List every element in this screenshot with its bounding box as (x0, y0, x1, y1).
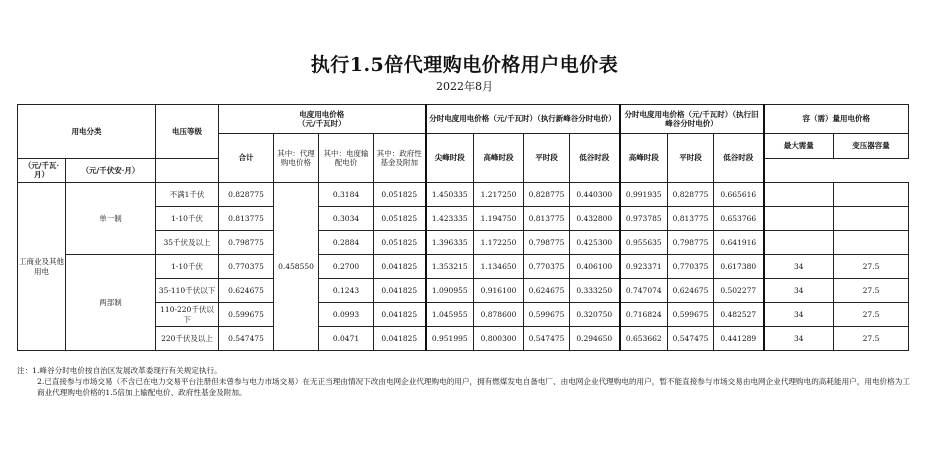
cell-max-demand: 34 (764, 279, 834, 303)
cell-peak-old: 0.955635 (620, 231, 668, 255)
cell-valley: 0.406100 (570, 255, 620, 279)
cell-sharp-peak: 1.353215 (426, 255, 474, 279)
cell-valley: 0.432800 (570, 207, 620, 231)
header-max-demand-unit: （元/千瓦·月） (18, 158, 66, 183)
cell-sharp-peak: 1.396335 (426, 231, 474, 255)
table-row (18, 183, 909, 207)
table-row (18, 255, 909, 279)
page-subtitle: 2022年8月 (436, 80, 493, 93)
page-title: 执行1.5倍代理购电价格用户电价表 (310, 54, 619, 76)
header-flat-old: 平时段 (668, 134, 714, 183)
header-proxy: 其中：代理购电价格 (274, 134, 319, 183)
cell-fund: 0.041825 (374, 255, 426, 279)
system-single: 单一制 (66, 183, 156, 255)
cell-sharp-peak: 1.045955 (426, 303, 474, 327)
cell-valley: 0.425300 (570, 231, 620, 255)
header-voltage: 电压等级 (156, 105, 219, 159)
cell-peak: 0.800300 (474, 327, 524, 351)
cell-sharp-peak: 0.951995 (426, 327, 474, 351)
cell-peak-old: 0.991935 (620, 183, 668, 207)
cell-total: 0.599675 (219, 303, 274, 327)
proxy-price: 0.458550 (274, 183, 319, 351)
cell-valley-old: 0.617380 (714, 255, 764, 279)
header-fund: 其中：政府性基金及附加 (374, 134, 426, 183)
cell-total: 0.813775 (219, 207, 274, 231)
cell-total: 0.547475 (219, 327, 274, 351)
cell-max-demand (764, 207, 834, 231)
cell-max-demand (764, 231, 834, 255)
header-category: 用电分类 (18, 105, 156, 159)
cell-voltage: 35-110千伏以下 (156, 279, 219, 303)
cell-fund: 0.041825 (374, 279, 426, 303)
cell-valley: 0.333250 (570, 279, 620, 303)
category-label: 工商业及其他用电 (18, 183, 66, 351)
cell-voltage: 110-220千伏以下 (156, 303, 219, 327)
cell-voltage: 1-10千伏 (156, 207, 219, 231)
cell-total: 0.770375 (219, 255, 274, 279)
cell-voltage: 220千伏及以上 (156, 327, 219, 351)
header-row-1 (18, 105, 909, 134)
cell-max-demand (764, 183, 834, 207)
cell-transmission: 0.0471 (319, 327, 374, 351)
cell-sharp-peak: 1.450335 (426, 183, 474, 207)
cell-transmission: 0.1243 (319, 279, 374, 303)
cell-flat: 0.828775 (524, 183, 570, 207)
cell-transformer (834, 231, 909, 255)
cell-peak: 1.134650 (474, 255, 524, 279)
cell-max-demand: 34 (764, 327, 834, 351)
cell-voltage: 不满1千伏 (156, 183, 219, 207)
cell-flat-old: 0.770375 (668, 255, 714, 279)
cell-valley-old: 0.482527 (714, 303, 764, 327)
cell-valley: 0.294650 (570, 327, 620, 351)
cell-sharp-peak: 1.423335 (426, 207, 474, 231)
header-transmission: 其中：电度输配电价 (319, 134, 374, 183)
cell-transformer: 27.5 (834, 327, 909, 351)
header-peak-old: 高峰时段 (620, 134, 668, 183)
cell-valley-old: 0.502277 (714, 279, 764, 303)
system-two: 两部制 (66, 255, 156, 351)
header-peak: 高峰时段 (474, 134, 524, 183)
cell-flat-old: 0.624675 (668, 279, 714, 303)
cell-transmission: 0.2700 (319, 255, 374, 279)
cell-transmission: 0.0993 (319, 303, 374, 327)
tariff-table (17, 104, 909, 351)
header-tou-new: 分时电度用电价格（元/千瓦时）（执行新峰谷分时电价） (426, 105, 620, 134)
cell-transformer: 27.5 (834, 255, 909, 279)
cell-fund: 0.041825 (374, 327, 426, 351)
cell-transmission: 0.3184 (319, 183, 374, 207)
header-valley-old: 低谷时段 (714, 134, 764, 183)
cell-peak: 1.172250 (474, 231, 524, 255)
footnote-1: 注：1.峰谷分时电价按自治区发展改革委现行有关规定执行。 (17, 366, 222, 375)
cell-total: 0.624675 (219, 279, 274, 303)
header-transformer: 变压器容量 (834, 134, 909, 159)
cell-flat: 0.813775 (524, 207, 570, 231)
cell-peak: 1.217250 (474, 183, 524, 207)
cell-flat-old: 0.798775 (668, 231, 714, 255)
cell-peak-old: 0.747074 (620, 279, 668, 303)
footnotes (17, 365, 912, 398)
cell-valley: 0.320750 (570, 303, 620, 327)
cell-transformer (834, 207, 909, 231)
cell-flat: 0.770375 (524, 255, 570, 279)
cell-fund: 0.051825 (374, 207, 426, 231)
cell-max-demand: 34 (764, 303, 834, 327)
cell-fund: 0.051825 (374, 183, 426, 207)
cell-valley-old: 0.653766 (714, 207, 764, 231)
cell-transmission: 0.3034 (319, 207, 374, 231)
cell-peak-old: 0.653662 (620, 327, 668, 351)
cell-max-demand: 34 (764, 255, 834, 279)
cell-flat-old: 0.813775 (668, 207, 714, 231)
header-transformer-unit: （元/千伏安·月） (66, 158, 156, 183)
cell-total: 0.828775 (219, 183, 274, 207)
cell-peak: 0.878600 (474, 303, 524, 327)
cell-flat: 0.547475 (524, 327, 570, 351)
cell-valley-old: 0.641916 (714, 231, 764, 255)
cell-peak-old: 0.716824 (620, 303, 668, 327)
cell-transformer: 27.5 (834, 279, 909, 303)
cell-peak: 1.194750 (474, 207, 524, 231)
cell-fund: 0.051825 (374, 231, 426, 255)
cell-transformer: 27.5 (834, 303, 909, 327)
cell-voltage: 1-10千伏 (156, 255, 219, 279)
header-total: 合计 (219, 134, 274, 183)
cell-sharp-peak: 1.090955 (426, 279, 474, 303)
cell-transmission: 0.2884 (319, 231, 374, 255)
header-flat: 平时段 (524, 134, 570, 183)
cell-valley-old: 0.441289 (714, 327, 764, 351)
cell-peak-old: 0.973785 (620, 207, 668, 231)
cell-flat: 0.798775 (524, 231, 570, 255)
cell-valley: 0.440300 (570, 183, 620, 207)
cell-fund: 0.041825 (374, 303, 426, 327)
cell-flat: 0.599675 (524, 303, 570, 327)
cell-flat-old: 0.547475 (668, 327, 714, 351)
cell-total: 0.798775 (219, 231, 274, 255)
header-tou-old: 分时电度用电价格（元/千瓦时）（执行旧峰谷分时电价） (620, 105, 764, 134)
header-max-demand: 最大需量 (764, 134, 834, 159)
cell-transformer (834, 183, 909, 207)
header-capacity-group: 容（需）量用电价格 (764, 105, 909, 134)
cell-flat: 0.624675 (524, 279, 570, 303)
cell-peak-old: 0.923371 (620, 255, 668, 279)
cell-flat-old: 0.828775 (668, 183, 714, 207)
header-sharp-peak: 尖峰时段 (426, 134, 474, 183)
footnote-2: 2.已直接参与市场交易（不含已在电力交易平台注册但未曾参与电力市场交易）在无正当理由情况下改由电网企业代理购电的用户，拥有燃煤发电自备电厂、由电网企业代理购电的用户，暂不能直接参与市场交易由电网企业代理购电的高耗能用户，用电价格为工商业代理购电价格的1.5倍加上输配电价、政府性基金及附加。 (37, 377, 910, 397)
cell-flat-old: 0.599675 (668, 303, 714, 327)
header-price-group: 电度用电价格 （元/千瓦时） (219, 105, 426, 134)
header-valley: 低谷时段 (570, 134, 620, 183)
cell-valley-old: 0.665616 (714, 183, 764, 207)
cell-peak: 0.916100 (474, 279, 524, 303)
cell-voltage: 35千伏及以上 (156, 231, 219, 255)
